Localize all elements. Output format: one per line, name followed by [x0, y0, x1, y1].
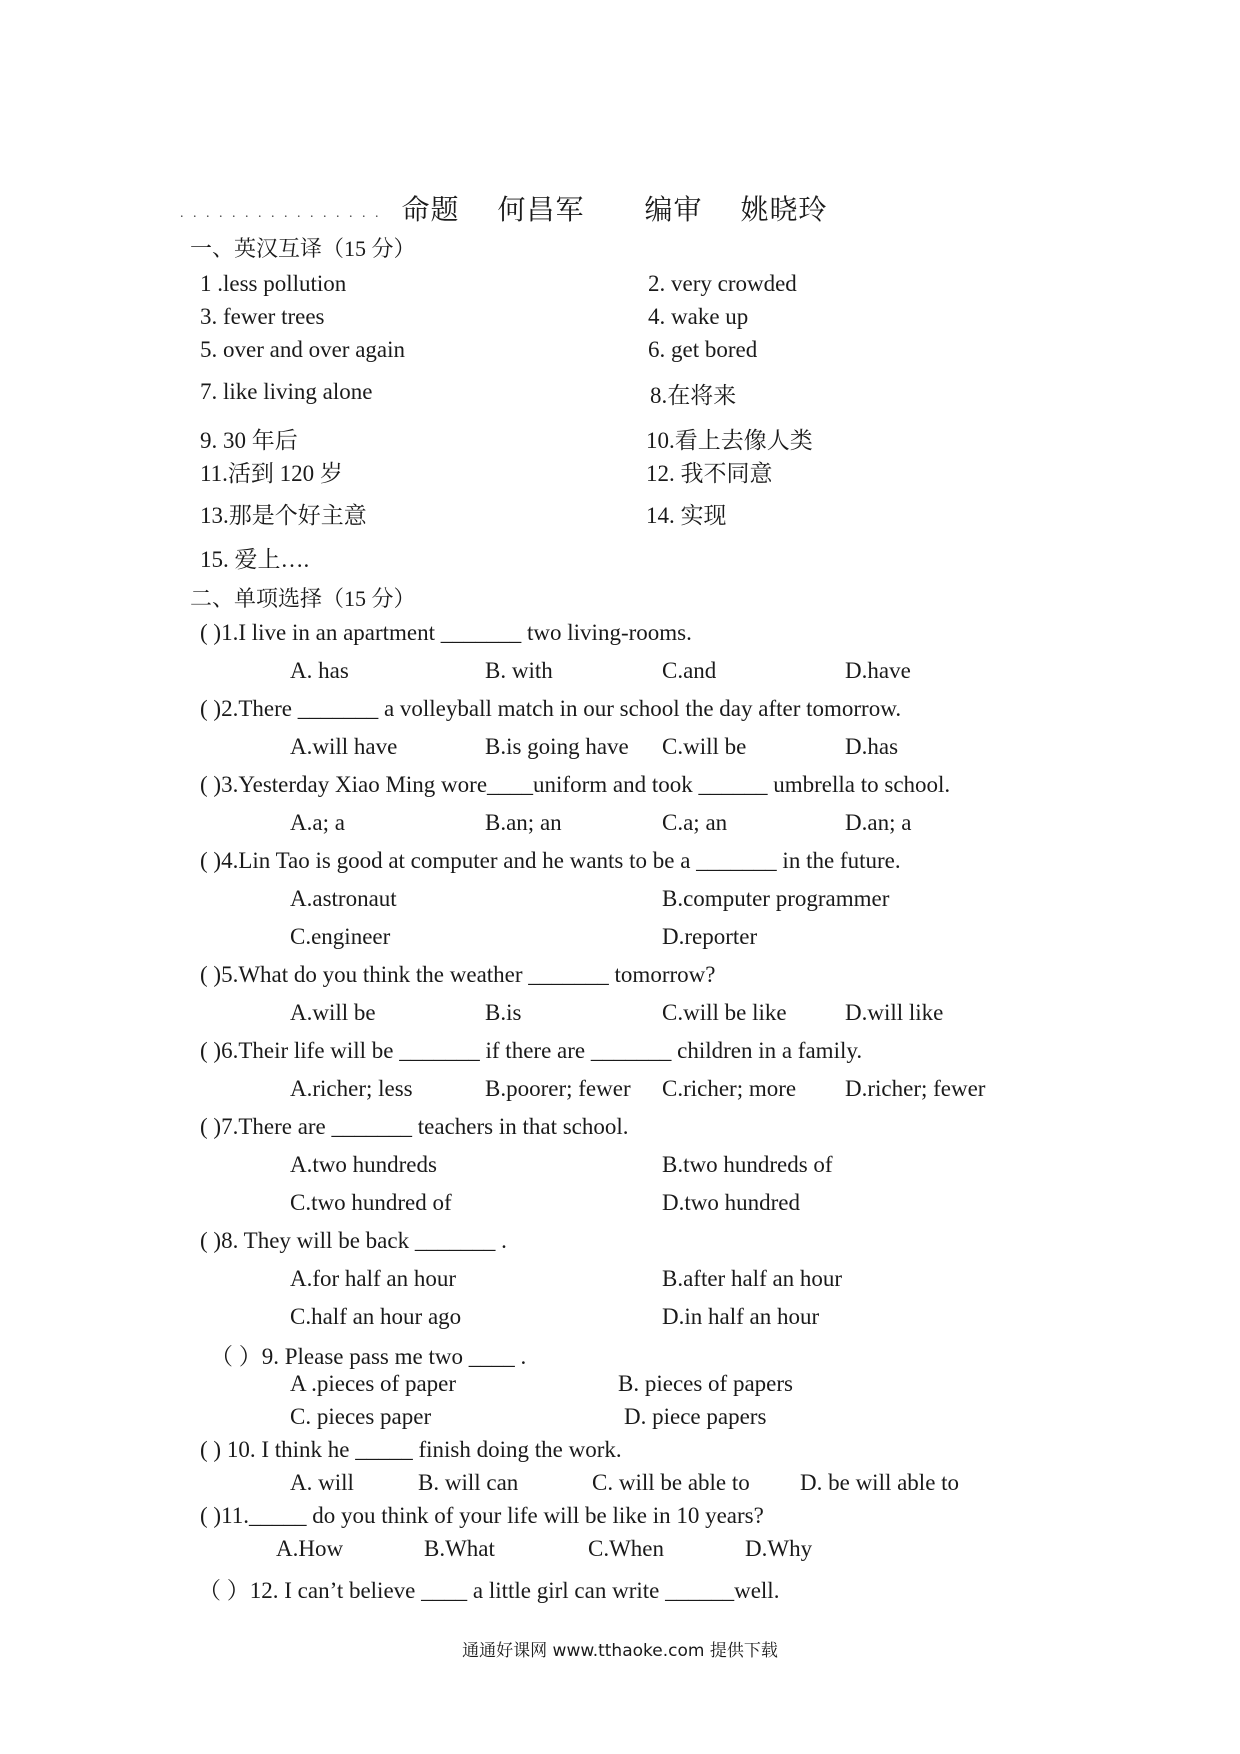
vocab-item-2: 2. very crowded [648, 271, 797, 296]
vocab-item-8: 8.在将来 [650, 383, 737, 408]
vocab-item-4: 4. wake up [648, 304, 749, 329]
question-9: （ ）9. Please pass me two ____ . [210, 1344, 527, 1369]
q6-option-c: C.richer; more [662, 1076, 797, 1101]
vocab-item-13: 13.那是个好主意 [200, 503, 367, 528]
q9-option-a: A .pieces of paper [290, 1371, 457, 1396]
vocab-item-1: 1 .less pollution [200, 271, 347, 296]
exam-header [180, 188, 828, 228]
footer-watermark: 通通好课网 www.tthaoke.com 提供下载 [462, 1641, 778, 1661]
q4-option-d: D.reporter [662, 924, 758, 949]
question-7: ( )7.There are _______ teachers in that school. [200, 1114, 629, 1139]
q8-option-c: C.half an hour ago [290, 1304, 462, 1329]
q11-option-d: D.Why [745, 1536, 813, 1561]
q7-option-c: C.two hundred of [290, 1190, 452, 1215]
q5-option-d: D.will like [845, 1000, 944, 1025]
vocab-item-3: 3. fewer trees [200, 304, 325, 329]
editor-name: 姚晓玲 [740, 195, 828, 226]
question-11: ( )11._____ do you think of your life will be like in 10 years? [200, 1503, 764, 1528]
q6-option-b: B.poorer; fewer [485, 1076, 631, 1101]
q6-option-d: D.richer; fewer [845, 1076, 986, 1101]
vocab-item-6: 6. get bored [648, 337, 758, 362]
section2-title: 二、单项选择（15 分） [190, 586, 416, 611]
q1-option-c: C.and [662, 658, 717, 683]
setter-label: 命题 [401, 195, 460, 226]
q3-option-a: A.a; a [290, 810, 345, 835]
q2-option-c: C.will be [662, 734, 747, 759]
q11-option-c: C.When [588, 1536, 665, 1561]
q11-option-b: B.What [424, 1536, 495, 1561]
q3-option-d: D.an; a [845, 810, 912, 835]
vocab-item-15: 15. 爱上…. [200, 547, 310, 572]
q2-option-b: B.is going have [485, 734, 629, 759]
q7-option-b: B.two hundreds of [662, 1152, 833, 1177]
q10-option-c: C. will be able to [592, 1470, 750, 1495]
question-10: ( ) 10. I think he _____ finish doing the work. [200, 1437, 622, 1462]
q9-option-d: D. piece papers [624, 1404, 767, 1429]
vocab-item-5: 5. over and over again [200, 337, 406, 362]
question-5: ( )5.What do you think the weather _______ tomorrow? [200, 962, 716, 987]
q4-option-a: A.astronaut [290, 886, 397, 911]
question-12: （ ）12. I can’t believe ____ a little girl can write ______well. [198, 1578, 780, 1603]
q9-option-c: C. pieces paper [290, 1404, 432, 1429]
q5-option-a: A.will be [290, 1000, 376, 1025]
q11-option-a: A.How [276, 1536, 344, 1561]
q3-option-b: B.an; an [485, 810, 562, 835]
q1-option-a: A. has [290, 658, 349, 683]
vocab-item-10: 10.看上去像人类 [646, 428, 813, 453]
vocab-item-7: 7. like living alone [200, 379, 373, 404]
q7-option-d: D.two hundred [662, 1190, 800, 1215]
q7-option-a: A.two hundreds [290, 1152, 437, 1177]
header-dots: . . . . . . . . . . . . . . . . [180, 206, 382, 221]
q5-option-c: C.will be like [662, 1000, 787, 1025]
setter-name: 何昌军 [497, 195, 585, 226]
editor-label: 编审 [644, 195, 703, 226]
question-2: ( )2.There _______ a volleyball match in our school the day after tomorrow. [200, 696, 902, 721]
q4-option-c: C.engineer [290, 924, 391, 949]
q4-option-b: B.computer programmer [662, 886, 890, 911]
question-3: ( )3.Yesterday Xiao Ming wore____uniform and took ______ umbrella to school. [200, 772, 951, 797]
question-4: ( )4.Lin Tao is good at computer and he wants to be a _______ in the future. [200, 848, 901, 873]
q8-option-b: B.after half an hour [662, 1266, 843, 1291]
q10-option-a: A. will [290, 1470, 354, 1495]
q9-option-b: B. pieces of papers [618, 1371, 793, 1396]
q5-option-b: B.is [485, 1000, 522, 1025]
q8-option-a: A.for half an hour [290, 1266, 457, 1291]
question-8: ( )8. They will be back _______ . [200, 1228, 507, 1253]
section1-title: 一、英汉互译（15 分） [190, 236, 416, 261]
q1-option-d: D.have [845, 658, 911, 683]
q8-option-d: D.in half an hour [662, 1304, 820, 1329]
q10-option-b: B. will can [418, 1470, 519, 1495]
vocab-item-9: 9. 30 年后 [200, 428, 298, 453]
q10-option-d: D. be will able to [800, 1470, 960, 1495]
vocab-item-11: 11.活到 120 岁 [200, 461, 343, 486]
q2-option-a: A.will have [290, 734, 398, 759]
question-1: ( )1.I live in an apartment _______ two living-rooms. [200, 620, 692, 645]
question-6: ( )6.Their life will be _______ if there are _______ children in a family. [200, 1038, 863, 1063]
q2-option-d: D.has [845, 734, 899, 759]
q3-option-c: C.a; an [662, 810, 728, 835]
q1-option-b: B. with [485, 658, 553, 683]
q6-option-a: A.richer; less [290, 1076, 413, 1101]
vocab-item-12: 12. 我不同意 [646, 461, 773, 486]
vocab-item-14: 14. 实现 [646, 503, 727, 528]
